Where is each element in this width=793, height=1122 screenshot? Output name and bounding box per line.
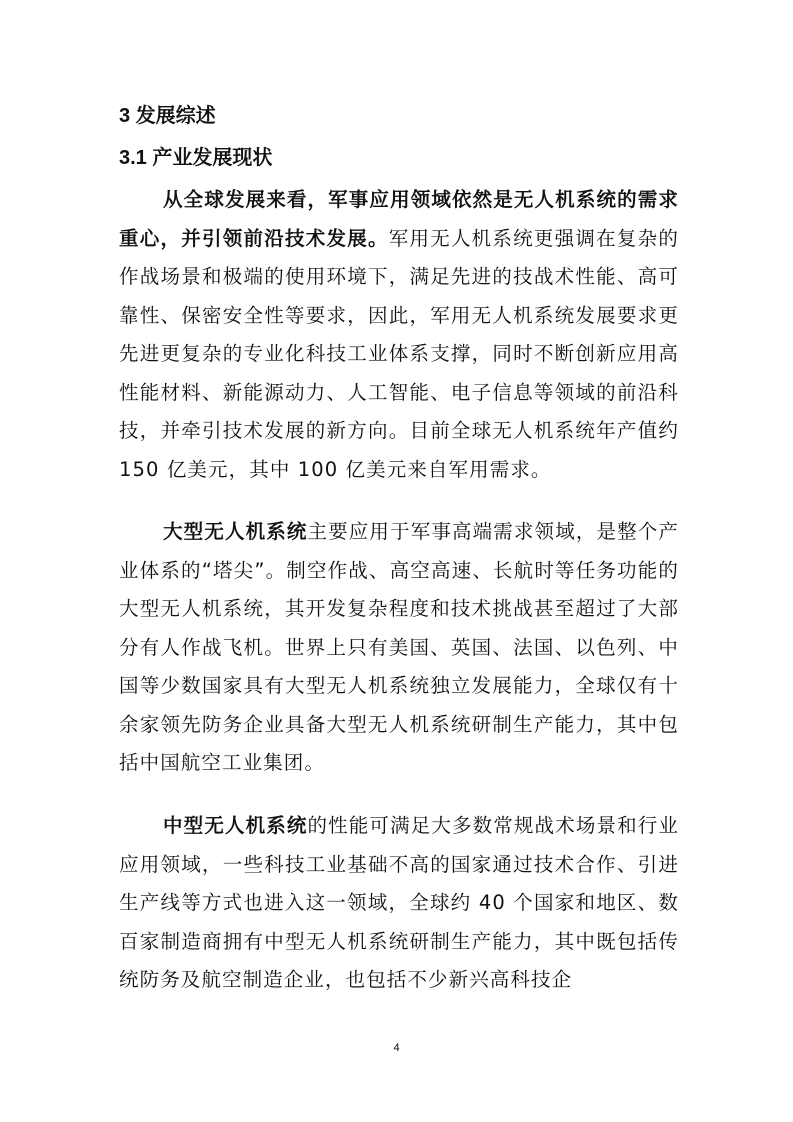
paragraph-lead-bold: 从全球发展来看，军事应用领域依然是无人机系统的需求重心，并引领前沿技术发展。 (119, 188, 679, 250)
section-heading: 3 发展综述 (119, 105, 216, 127)
paragraph-body: 主要应用于军事高端需求领域，是整个产业体系的“塔尖”。制空作战、高空高速、长航时等任务功能的大型无人机系统，其开发复杂程度和技术挑战甚至超过了大部分有人作战飞机。世界上只有美国、英国、法国、以色列、中国等少数国家具有大型无人机系统独立发展能力，全球仅有十余家领先防务企业具备大型无人机系统研制生产能力，其中包括中国航空工业集团。 (119, 520, 679, 774)
paragraph-large-uav (119, 513, 679, 783)
paragraph-body: 军用无人机系统更强调在复杂的作战场景和极端的使用环境下，满足先进的技战术性能、高可靠性、保密安全性等要求，因此，军用无人机系统发展要求更先进更复杂的专业化科技工业体系支撑，同时不断创新应用高性能材料、新能源动力、人工智能、电子信息等领域的前沿科技，并牵引技术发展的新方向。目前全球无人机系统年产值约 150 亿美元，其中 100 亿美元来自军用需求。 (119, 226, 679, 481)
paragraph-medium-uav (119, 807, 679, 1000)
paragraph-lead-bold: 中型无人机系统 (163, 814, 308, 837)
paragraph-body: 的性能可满足大多数常规战术场景和行业应用领域，一些科技工业基础不高的国家通过技术合作、引进生产线等方式也进入这一领域，全球约 40 个国家和地区、数百家制造商拥有中型无人机系统研制生产能力，其中既包括传统防务及航空制造企业，也包括不少新兴高科技企 (119, 814, 679, 991)
page-number: 4 (393, 1042, 400, 1054)
paragraph-lead-bold: 大型无人机系统 (163, 520, 308, 543)
paragraph-global-development (119, 181, 679, 489)
subsection-heading: 3.1 产业发展现状 (119, 147, 273, 169)
